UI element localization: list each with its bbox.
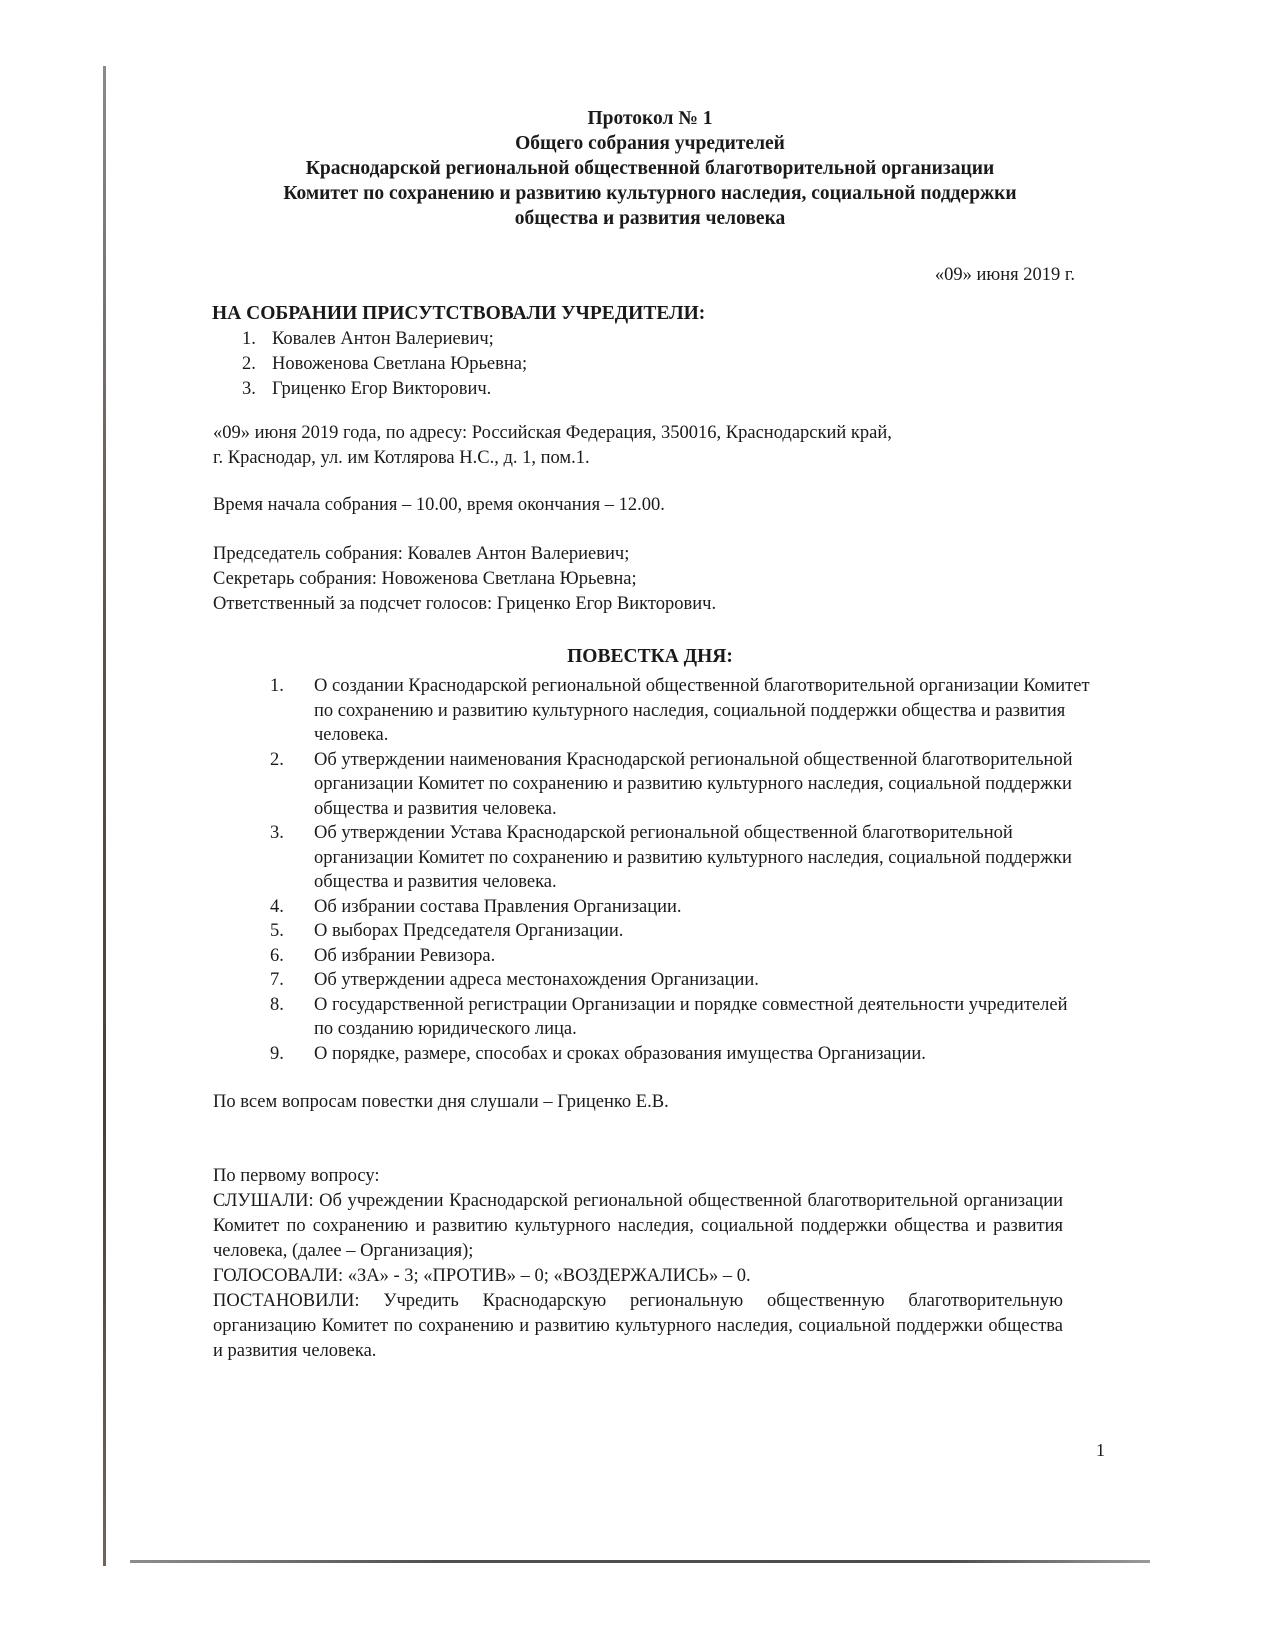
first-question-heard: СЛУШАЛИ: Об учреждении Краснодарской региональной общественной благотворительной организации Комитет по сохранению и развитию культурного наследия, социальной поддержки общества и развития человека, (далее – Организация); <box>213 1191 1063 1261</box>
founder-name: Ковалев Антон Валериевич; <box>272 329 494 349</box>
list-item <box>270 895 1090 920</box>
founder-name: Гриценко Егор Викторович. <box>272 379 492 399</box>
title-line-5: общества и развития человека <box>514 208 786 229</box>
agenda-text: Об утверждении наименования Краснодарской региональной общественной благотворительной организации Комитет по сохранению и развитию культурного наследия, социальной поддержки общества и развития человека. <box>314 749 1073 819</box>
agenda-text: О выборах Председателя Организации. <box>314 921 624 941</box>
list-number: 9. <box>270 1043 284 1064</box>
list-number: 5. <box>270 921 284 941</box>
agenda-list <box>270 674 1090 1066</box>
meeting-address <box>213 421 1063 471</box>
list-number: 8. <box>270 994 284 1015</box>
heard-all-line: По всем вопросам повестки дня слушали – Гриценко Е.В. <box>213 1092 669 1112</box>
document-date: «09» июня 2019 г. <box>934 265 1075 285</box>
list-item <box>242 352 527 377</box>
agenda-text: О государственной регистрации Организации и порядке совместной деятельности учредителей по созданию юридического лица. <box>314 994 1068 1039</box>
list-number: 1. <box>270 676 284 696</box>
document-title <box>200 106 1100 231</box>
agenda-text: Об утверждении адреса местонахождения Организации. <box>314 970 759 990</box>
list-number: 1. <box>242 329 256 349</box>
title-line-4: Комитет по сохранению и развитию культурного наследия, социальной поддержки <box>283 183 1017 204</box>
address-line-1: «09» июня 2019 года, по адресу: Российская Федерация, 350016, Краснодарский край, <box>213 423 892 443</box>
title-line-3: Краснодарской региональной общественной благотворительной организации <box>305 158 995 179</box>
list-item <box>242 327 527 352</box>
first-question-voted: ГОЛОСОВАЛИ: «ЗА» - 3; «ПРОТИВ» – 0; «ВОЗДЕРЖАЛИСЬ» – 0. <box>213 1266 751 1286</box>
agenda-heading: ПОВЕСТКА ДНЯ: <box>567 646 733 667</box>
chair-line: Председатель собрания: Ковалев Антон Валериевич; <box>213 544 630 564</box>
counter-line: Ответственный за подсчет голосов: Гриценко Егор Викторович. <box>213 594 717 614</box>
list-item <box>242 377 527 402</box>
list-item <box>270 919 1090 944</box>
agenda-text: О порядке, размере, способах и сроках образования имущества Организации. <box>314 1043 926 1064</box>
title-line-1: Протокол № 1 <box>587 108 713 129</box>
founders-list <box>242 327 527 402</box>
list-number: 6. <box>270 945 284 966</box>
agenda-text: О создании Краснодарской региональной общественной благотворительной организации Комитет по сохранению и развитию культурного наследия, социальной поддержки общества и развития человека. <box>314 676 1090 745</box>
address-line-2: г. Краснодар, ул. им Котлярова Н.С., д. 1, пом.1. <box>213 448 590 468</box>
list-number: 4. <box>270 896 284 917</box>
page-number: 1 <box>1096 1440 1105 1460</box>
agenda-text: Об избрании Ревизора. <box>314 945 496 966</box>
first-question-section <box>213 1164 1063 1364</box>
list-number: 3. <box>270 823 284 843</box>
list-item <box>270 674 1090 748</box>
secretary-line: Секретарь собрания: Новоженова Светлана Юрьевна; <box>213 569 637 589</box>
list-item <box>270 748 1090 822</box>
list-number: 2. <box>242 354 256 374</box>
list-item <box>270 1042 1090 1067</box>
list-item <box>270 821 1090 895</box>
list-item <box>270 993 1090 1042</box>
title-line-2: Общего собрания учредителей <box>515 133 785 154</box>
agenda-text: Об избрании состава Правления Организации. <box>314 896 682 917</box>
list-number: 7. <box>270 970 284 990</box>
first-question-resolved: ПОСТАНОВИЛИ: Учредить Краснодарскую региональную общественную благотворительную организацию Комитет по сохранению и развитию культурного наследия, социальной поддержки общества и развития человека. <box>213 1291 1063 1361</box>
list-number: 3. <box>242 379 256 399</box>
list-number: 2. <box>270 749 284 770</box>
meeting-time: Время начала собрания – 10.00, время окончания – 12.00. <box>213 495 665 515</box>
present-heading: НА СОБРАНИИ ПРИСУТСТВОВАЛИ УЧРЕДИТЕЛИ: <box>212 303 706 324</box>
founder-name: Новоженова Светлана Юрьевна; <box>272 354 528 374</box>
agenda-text: Об утверждении Устава Краснодарской региональной общественной благотворительной организации Комитет по сохранению и развитию культурного наследия, социальной поддержки общества и развития человека. <box>314 823 1072 892</box>
list-item <box>270 968 1090 993</box>
list-item <box>270 944 1090 969</box>
meeting-officials <box>213 542 1063 617</box>
first-question-heading: По первому вопросу: <box>213 1166 380 1186</box>
